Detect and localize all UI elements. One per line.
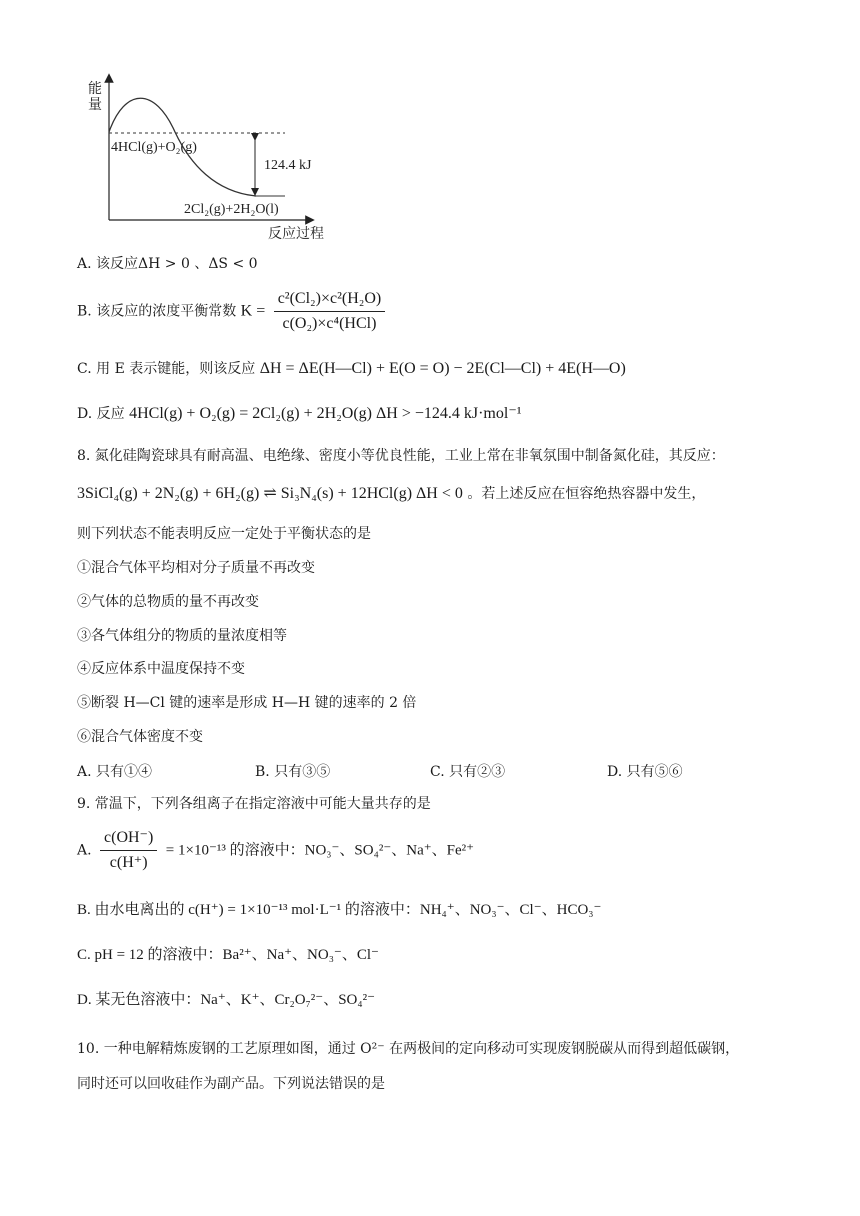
q8-equation: 3SiCl₄(g) + 2N₂(g) + 6H₂(g) ⇌ Si₃N₄(s) + 12HCl(g) ΔH < 0 (77, 485, 463, 502)
reactant-label: 4HCl(g)+O₂(g) (111, 140, 197, 155)
q7-option-b-fraction (274, 289, 386, 334)
q8-stem-2-suffix: 。若上述反应在恒容绝热容器中发生， (467, 486, 706, 502)
q8-item-2: ②气体的总物质的量不再改变 (77, 594, 259, 610)
x-axis-label: 反应过程 (268, 227, 324, 242)
q7-option-c (77, 359, 626, 379)
q8-option-c: C. 只有②③ (430, 764, 506, 780)
q9-option-a-numerator: c(OH⁻) (100, 828, 157, 851)
q8-option-d: D. 只有⑤⑥ (607, 764, 683, 780)
q7-option-b-k: K = (240, 302, 266, 320)
q9-option-d: D. 某无色溶液中：Na⁺、K⁺、Cr₂O₇²⁻、SO₄²⁻ (77, 992, 376, 1008)
q10-stem-2: 同时还可以回收硅作为副产品。下列说法错误的是 (77, 1076, 385, 1092)
q7-option-b-numerator: c²(Cl₂)×c²(H₂O) (274, 289, 386, 312)
q8-option-b: B. 只有③⑤ (255, 764, 331, 780)
q7-option-d (77, 404, 522, 424)
q9-option-b: B. 由水电离出的 c(H⁺) = 1×10⁻¹³ mol·L⁻¹ 的溶液中：NH₄⁺、NO₃⁻、Cl⁻、HCO₃⁻ (77, 902, 602, 918)
q8-item-6: ⑥混合气体密度不变 (77, 729, 203, 745)
q9-option-a-fraction (100, 828, 157, 873)
q7-option-b-prefix: B. 该反应的浓度平衡常数 (77, 303, 237, 320)
energy-diagram (80, 72, 400, 242)
q8-item-4: ④反应体系中温度保持不变 (77, 661, 245, 677)
q7-option-b (77, 289, 389, 334)
q7-option-c-expr: ΔH = ΔE(H—Cl) + E(O = O) − 2E(Cl—Cl) + 4E(H—O) (259, 360, 626, 377)
q7-option-d-prefix: D. 反应 (77, 406, 125, 422)
q9-option-a-denominator: c(H⁺) (109, 854, 148, 871)
q8-stem-2 (77, 484, 705, 504)
q8-option-a: A. 只有①④ (77, 764, 153, 780)
q8-stem-3: 则下列状态不能表明反应一定处于平衡状态的是 (77, 526, 371, 542)
q7-option-b-denominator: c(O₂)×c⁴(HCl) (282, 315, 377, 332)
q9-option-a-label: A. (77, 842, 92, 859)
q7-option-c-prefix: C. 用 E 表示键能，则该反应 (77, 361, 256, 377)
q10-stem-1: 10. 一种电解精炼废钢的工艺原理如图，通过 O²⁻ 在两极间的定向移动可实现废钢脱碳从而得到超低碳钢， (77, 1041, 740, 1057)
energy-label: 124.4 kJ (264, 158, 312, 173)
q9-stem: 9. 常温下，下列各组离子在指定溶液中可能大量共存的是 (77, 796, 431, 812)
y-axis-label-1: 能 (88, 82, 102, 97)
product-label: 2Cl₂(g)+2H₂O(l) (184, 202, 279, 217)
y-axis-label-2: 量 (88, 98, 102, 113)
q7-option-a: A. 该反应ΔH > 0 、ΔS < 0 (77, 256, 258, 272)
q9-option-c: C. pH = 12 的溶液中：Ba²⁺、Na⁺、NO₃⁻、Cl⁻ (77, 947, 379, 963)
q8-stem-1: 8. 氮化硅陶瓷球具有耐高温、电绝缘、密度小等优良性能，工业上常在非氧氛围中制备氮化硅，其反应： (77, 448, 725, 464)
q8-item-1: ①混合气体平均相对分子质量不再改变 (77, 560, 315, 576)
q8-item-3: ③各气体组分的物质的量浓度相等 (77, 628, 287, 644)
q7-option-d-expr: 4HCl(g) + O₂(g) = 2Cl₂(g) + 2H₂O(g) ΔH > −124.4 kJ·mol⁻¹ (129, 405, 522, 422)
q8-item-5: ⑤断裂 H—Cl 键的速率是形成 H—H 键的速率的 2 倍 (77, 695, 417, 711)
q9-option-a-rest: = 1×10⁻¹³ 的溶液中：NO₃⁻、SO₄²⁻、Na⁺、Fe²⁺ (165, 842, 475, 859)
q9-option-a (77, 828, 474, 873)
